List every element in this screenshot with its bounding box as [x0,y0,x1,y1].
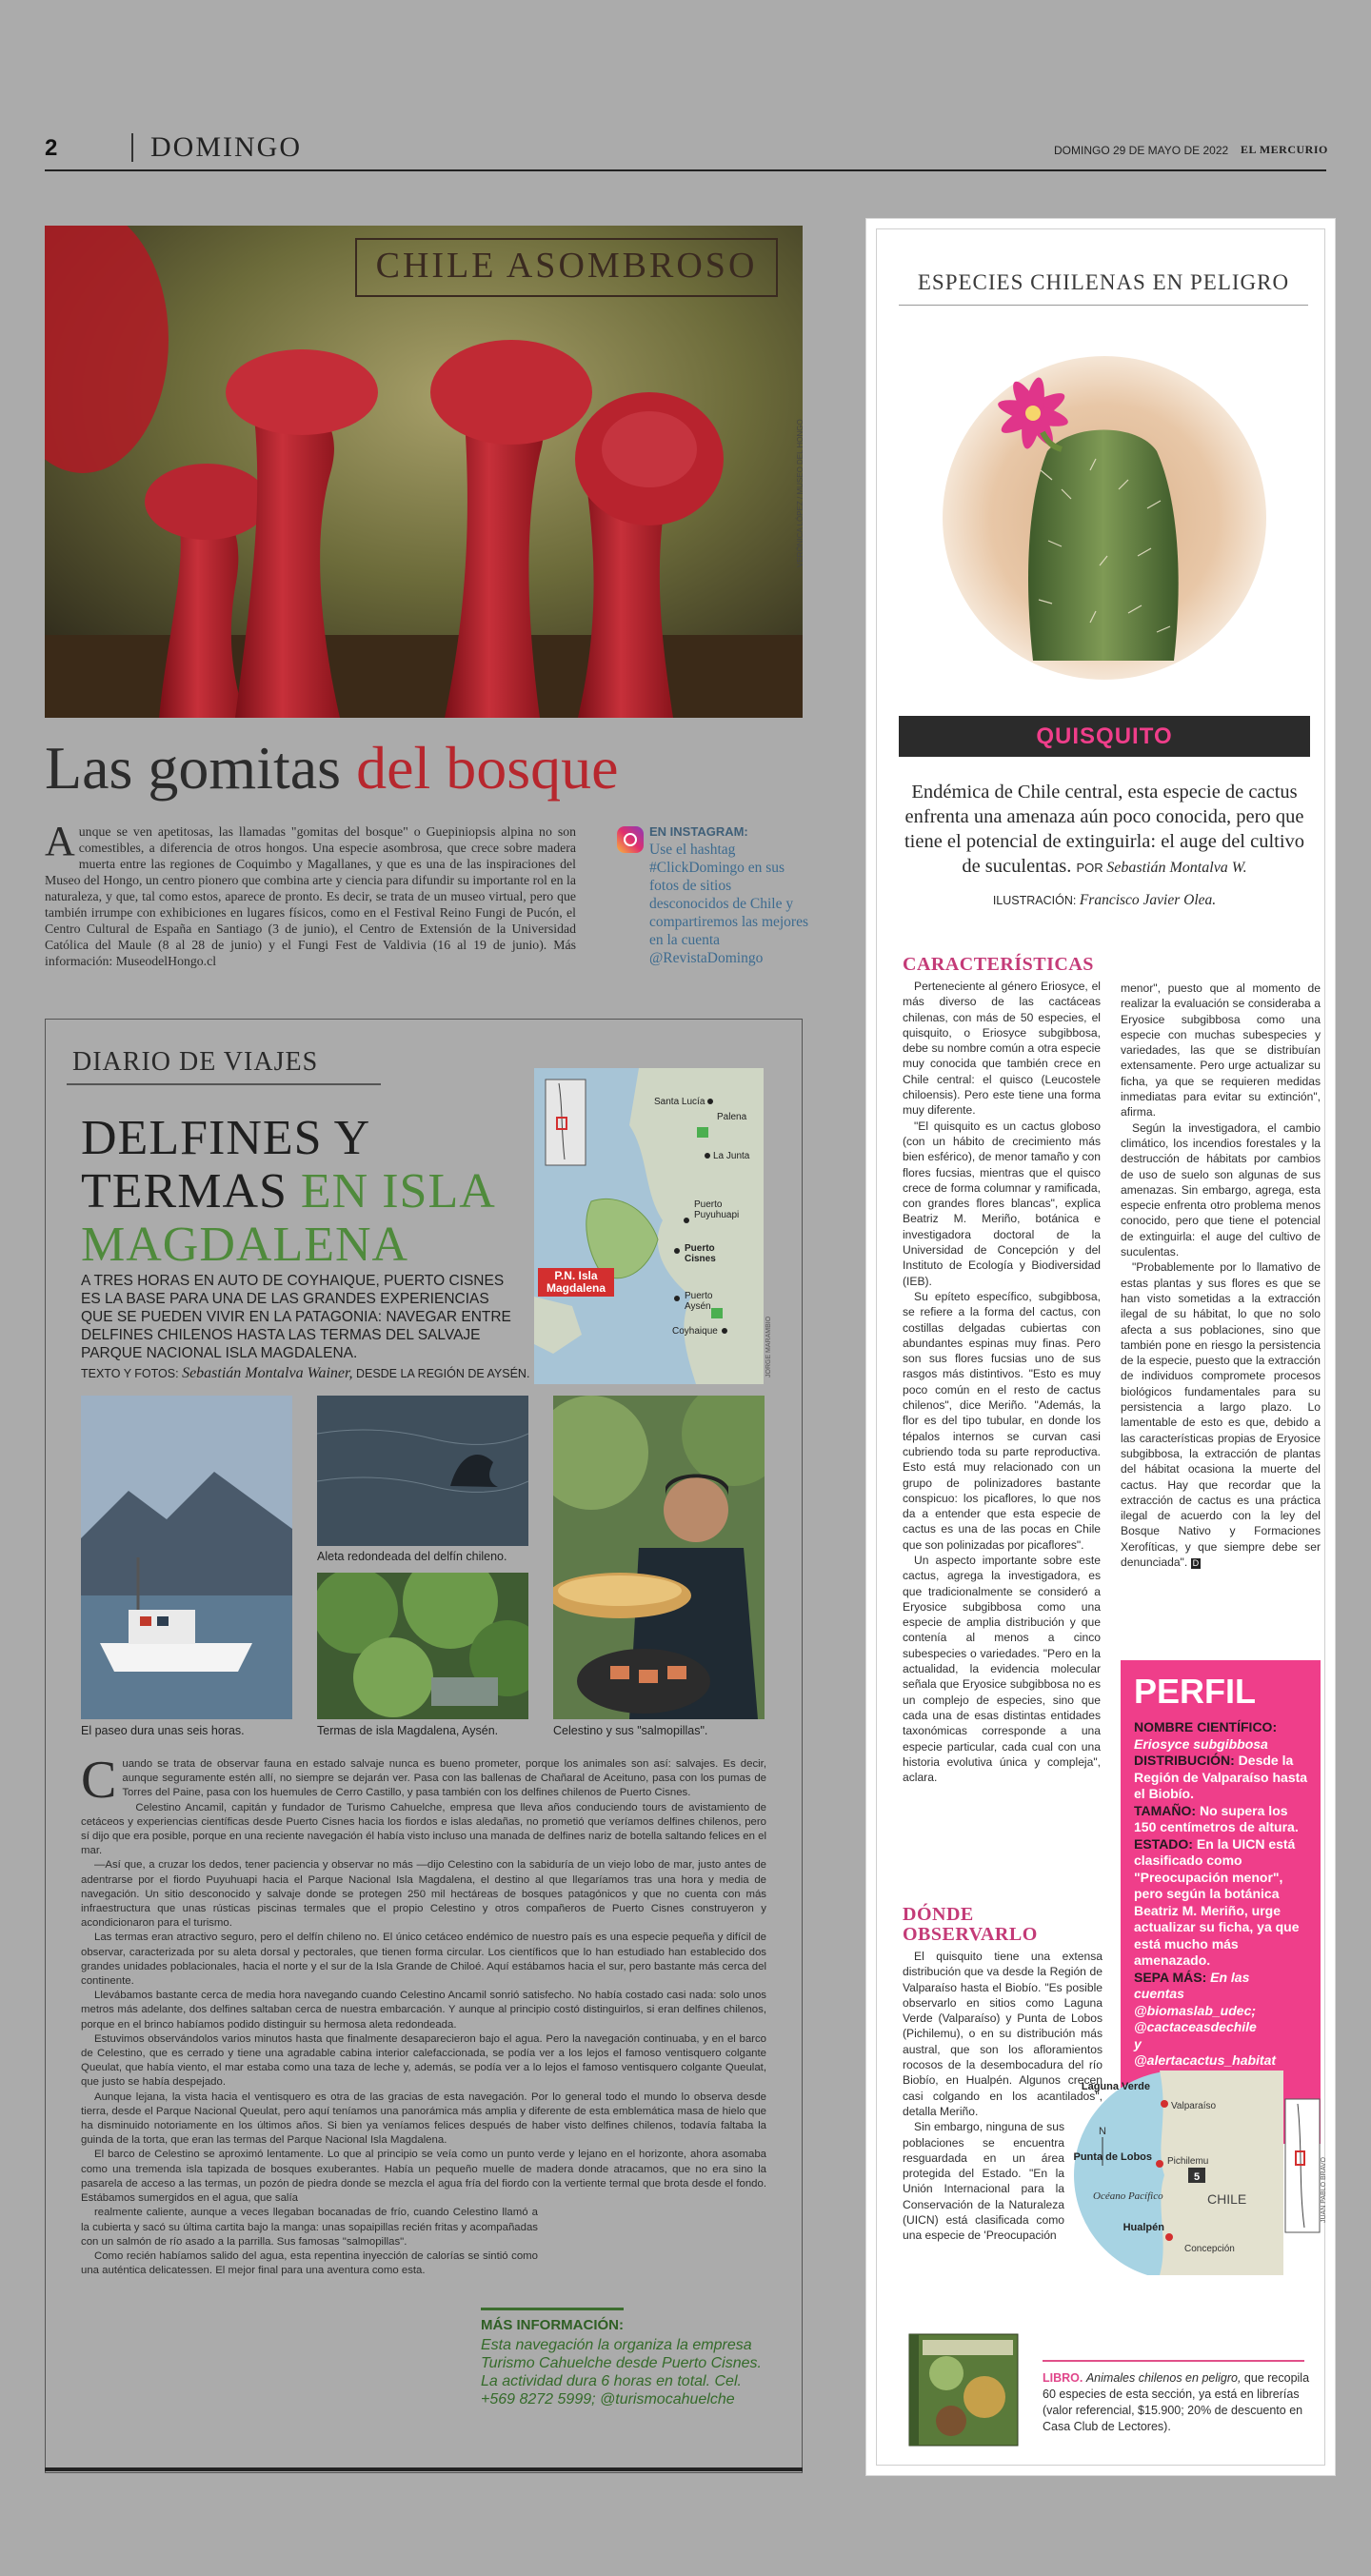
dateline: DOMINGO 29 DE MAYO DE 2022 [1054,144,1229,157]
instagram-text: Use el hashtag #ClickDomingo en sus fotos de sitios desconocidos de Chile y compartiremos las mejores en la cuenta @RevistaDomingo [649,842,809,966]
photo-credit: VERÓNICA LÓPEZ / MUSEO DEL HONGO [796,419,805,567]
map-place: Océano Pacífico [1093,2190,1163,2202]
species-series-title: ESPECIES CHILENAS EN PELIGRO [917,270,1290,294]
body-paragraph: "El quisquito es un cactus globoso (con un hábito de crecimiento más bien esférico), de menor tamaño y con flores fucsias, mientras que el quisco crece de forma columnar y ramificada, con grandes flores blancas", explica Beatriz M. Meriño, botánica e investigadora doctoral de la Universidad de Concepción y del Instituto de Ecología y Biodiversidad (IEB). [903,1119,1101,1288]
book-label: LIBRO. [1043,2371,1083,2385]
travel-lede: A TRES HORAS EN AUTO DE COYHAIQUE, PUERTO CISNES ES LA BASE PARA UNA DE LAS GRANDES EXPERIENCIAS QUE SE PUEDEN VIVIR EN LA PATAGONIA: NAVEGAR ENTRE DELFINES CHILENOS HASTA LAS TERMAS DEL SALVAJE PARQUE NACIONAL ISLA MAGDALENA. [81,1273,511,1361]
north-icon: N [1099,2126,1106,2137]
end-mark: D [1192,1557,1200,1568]
book-cover [904,2330,1023,2449]
page-number: 2 [45,135,58,161]
travel-map [534,1068,764,1384]
body-paragraph: Perteneciente al género Eriosyce, el más diverso de las cactáceas chilenas, con más de 50 especies, el quisquito, o Eriosyce subgibbosa, debe su nombre común a otra especie muy conocida que también crece en Chile central: el quisco (Leucostele chiloensis). Pero este tiene una forma muy diferente. [903,980,1101,1118]
profile-label: ESTADO: [1134,1835,1193,1852]
map-credit: JORGE MARAMBIO [765,1316,772,1377]
book-rule [1043,2360,1304,2362]
map-place: Laguna Verde [1081,2081,1150,2092]
byline-author: Sebastián Montalva Wainer, [182,1365,353,1381]
book-note [1043,2370,1319,2435]
map-place: CHILE [1207,2191,1247,2207]
travel-body [81,1751,766,2278]
body-paragraph: Las termas eran atractivo seguro, pero el delfín chileno no. El único cetáceo endémico de nuestro país es una especie pequeña y difícil de observar, caracterizada por su aleta dorsal y pectorales, que tienen forma circular. Los científicos que lo han estudiado han establecido dos grandes unidades poblacionales, hacia el norte y el sur de la Isla Grande de Chiloé. Aquí estábamos hacia el sur, pero bastante más cerca del continente. [81,1932,766,1988]
body-paragraph: uando se trata de observar fauna en estado salvaje nunca es bueno prometer, porque los animales son así: salvajes. Es decir, aunque seguramente estén allí, no siempre se dejarán ver. Pasa con las ballenas de Chañaral de Aceituno, pasa con los pumas de Torres del Paine, pasa con los huemules de Cerro Castillo, y pasa también con los delfines chilenos de Puerto Cisnes. [122,1758,766,1799]
forest-photo [317,1573,528,1719]
location-map [1064,2061,1336,2275]
illustration-credit [899,892,1310,909]
drop-cap: A [45,818,75,864]
body-paragraph: El quisquito tiene una extensa distribución que va desde la Región de Valparaíso hasta el Biobío. "Es posible observarlo en sitios como Laguna Verde (Valparaíso) y Punta de Lobos (Pichilemu), o en su distribución más austral, que son los afloramientos rocosos de la desembocadura del río Biobío, en Hualpén. Algunos crecen casi colgando en los acantilados", detalla Meriño. [903,1950,1103,2118]
body-paragraph [1121,1259,1321,1570]
characteristics-heading: CARACTERÍSTICAS [903,954,1094,975]
species-name: QUISQUITO [1036,723,1173,749]
profile-label: TAMAÑO: [1134,1802,1197,1818]
profile-label: NOMBRE CIENTÍFICO: [1134,1719,1278,1734]
species-column-b [1121,981,1321,1570]
profile-value: Eriosyce subgibbosa [1134,1735,1268,1752]
more-info-text: Esta navegación la organiza la empresa Turismo Cahuelche desde Puerto Cisnes. La actividad dura 6 horas en total. Cel. +569 8272 5999; @turismocahuelche [481,2337,762,2408]
travel-tag: DIARIO DE VIAJES [72,1047,319,1077]
cactus-illustration [928,337,1281,689]
byline-prefix: POR [1076,861,1103,875]
dolphin-photo [317,1396,528,1546]
profile-label: DISTRIBUCIÓN: [1134,1753,1235,1768]
travel-title-accent: EN ISLA MAGDALENA [81,1164,493,1272]
body-paragraph: menor", puesto que al momento de realizar la evaluación se consideraba a Eryosice subgibbosa como una especie con muchas subespecies y variedades, las que se distribuían extensamente. Pero urge actualizar su ficha, ya que se requieren medidas inmediatas para evitar su extinción", afirma. [1121,981,1321,1120]
more-info-rule [481,2308,624,2310]
body-paragraph: El barco de Celestino se aproximó lentamente. Lo que al principio se veía como un punto verde y lejano en el horizonte, ahora asomaba como una tremenda isla tapizada de bosques exuberantes. Había un pequeño muelle de madera donde atracamos, que no era sino la pasarela de acceso a las termas, un pozón de piedra donde se mezcla el agua fría del fiordo con la vertiente termal que brota desde el fondo. Estábamos sumergidos en el agua, que salía [81,2149,766,2205]
book-text: que recopila 60 especies de esta sección, ya está en librerías (valor referencial, $15.900; 20% de descuento en Casa Club de Lectores). [1043,2371,1310,2433]
where-heading: DÓNDE OBSERVARLO [903,1904,1038,1945]
species-lede [899,780,1310,879]
map-place: Coyhaique [672,1326,718,1337]
drop-cap: C [81,1751,117,1810]
map-place: Valparaíso [1171,2101,1217,2111]
travel-byline [81,1365,576,1382]
section-name: DOMINGO [150,131,302,163]
profile-value: En la UICN está clasificado como "Preocupación menor", pero según la botánica Beatriz M. Meriño, urge actualizar su ficha, ya que está mucho más amenazado. [1134,1835,1300,1968]
body-paragraph: Llevábamos bastante cerca de media hora navegando cuando Celestino Ancamil sonrió satisfecho. No había costado casi nada: solo unos metros más adelante, dos delfines saltaban cerca de nuestra embarcación. Y aunque al principio costó distinguirlos, si eran delfines chilenos, porque en el brinco habíamos podido distinguir su hermosa aleta redondeada. [81,1990,766,2031]
profile-title: PERFIL [1134,1672,1257,1711]
body-paragraph: Su epíteto específico, subgibbosa, se refiere a la forma del cactus, con costillas delgadas cubiertas con abundantes espinas muy finas. Pero son sus flores fucsias uno de sus rasgos más distintivos. "Esto es muy poco común en el resto de cactus chilenos", dice Meriño. "Además, la flor es del tipo tubular, en donde los tépalos internos se curvan casi cubriendo toda su parte reproductiva. Esto está muy relacionado con un grupo de polinizadores bastante conspicuo: los picaflores, lo que nos da a entender que esta especie de cactus es una de las pocas en Chile que son polinizadas por picaflores". [903,1289,1101,1552]
section-divider [131,133,133,162]
caption-forest: Termas de isla Magdalena, Aysén. [317,1724,499,1737]
map-place: Puerto Puyuhuapi [694,1199,740,1220]
illus-prefix: ILUSTRACIÓN: [992,894,1077,907]
body-paragraph: Estuvimos observándolos varios minutos hasta que finalmente desaparecieron bajo el agua. Pero la navegación continuaba, y en el barco de Celestino, que es cerrado y tiene una agradable cabina interior calefaccionada, se podía ver a los lejos el famoso ventisquero colgante Queulat, que había viento, el mar estaba como una taza de leche y, además, se podía ver a lo lejos el famoso ventisquero colgante Queulat, que justo se había despejado. [81,2032,766,2089]
headline-accent: del bosque [356,734,619,802]
travel-title [81,1112,528,1272]
map-place: Puerto Aysén [685,1291,713,1312]
species-lede-text: Endémica de Chile central, esta especie de cactus enfrenta una amenaza aún poco conocida, pero que tiene el potencial de extinguirla: el auge del cultivo de suculentas. [904,782,1305,877]
body-paragraph: Un aspecto importante sobre este cactus, agrega la investigadora, es que tradicionalmente se consideró a Eryosice subgibbosa como una especie de amplia distribución y que contenía al menos a cinco subespecies o variedades. "Pero en la actualidad, la evidencia molecular señala que Eryosice subgibbosa no es un complejo de especies, sino que cada una de esas distintas entidades taxonómicas corresponde a una especie particular, cada cual con una historia evolutiva única y compleja", aclara. [903,1553,1101,1785]
article-headline [45,733,619,803]
boat-photo [81,1396,292,1719]
book-title: Animales chilenos en peligro, [1085,2371,1242,2385]
kicker-title: CHILE ASOMBROSO [375,246,758,286]
map-place: Concepción [1184,2244,1235,2254]
caption-chef: Celestino y sus "salmopillas". [553,1724,708,1737]
article-intro [45,818,576,969]
illus-author: Francisco Javier Olea. [1079,892,1217,908]
travel-title-main: DELFINES Y TERMAS [81,1111,369,1219]
header-rule [45,169,1326,171]
travel-bottom-rule [45,2467,803,2471]
map-place: Hualpén [1123,2222,1164,2233]
route-number: 5 [1193,2171,1201,2183]
caption-boat: El paseo dura unas seis horas. [81,1724,245,1737]
body-paragraph: Aunque lejana, la vista hacia el ventisquero es otra de las gracias de esta navegación. Por lo general todo el mundo lo observa desde tierra, desde el Parque Nacional Queulat, pero aquí teníamos una panorámica más amplia y diferente de esta emblemática masa de hielo que ha disminuido notoriamente en los últimos años. Si bien ya veníamos felices después de haber visto delfines chilenos, todavía faltaba la guinda de la torta, que eran las termas del Parque Nacional Isla Magdalena. [81,2091,766,2147]
map-place: Santa Lucía [654,1097,705,1107]
map-place: Punta de Lobos [1073,2151,1152,2163]
profile-value: No supera los 150 centímetros de altura. [1134,1802,1299,1834]
profile-label: SEPA MÁS: [1134,1969,1207,1985]
headline-main: Las gomitas [45,734,342,802]
instagram-icon [617,826,644,853]
caption-dolphin: Aleta redondeada del delfín chileno. [317,1550,507,1563]
park-label: P.N. Isla Magdalena [538,1268,614,1297]
byline-suffix: DESDE LA REGIÓN DE AYSÉN. [355,1367,530,1380]
map-place: Pichilemu [1167,2156,1209,2167]
fungi-photo [45,226,803,718]
body-paragraph: realmente caliente, aunque a veces llegaban bocanadas de frío, cuando Celestino llamó a la cubierta y sacó su última cartita bajo la manga: unas sopaipillas recién fritas y acompañadas con un salmón de río asado a la parrilla. Sus famosas "salmopillas". [81,2207,538,2248]
body-paragraph: Según la investigadora, el cambio climático, los incendios forestales y la destrucción de hábitats por cambios de uso de suelo son algunas de sus amenazas. Sin embargo, agrega, esta especie enfrenta otro problema menos conocido, pero que tiene el potencial de extinguirla: el auge del cultivo de suculentas. [1121,1120,1321,1259]
intro-text: unque se ven apetitosas, las llamadas "gomitas del bosque" o Guepiniopsis alpina no son comestibles, a diferencia de otros hongos. Una especie asombrosa, que crece sobre madera muerta entre las regiones de Coquimbo y Magallanes, y que es una de las inspiraciones del Museo del Hongo, un centro pionero que combina arte y ciencia para difundir su importante rol en la naturaleza, y que, tal como estos, aparece de pronto. Es decir, se trata de un museo virtual, pero que también irrumpe con exhibiciones en lugares físicos, como en el Festival Reino Fungi de Pucón, el Centro Cultural de España en Santiago (3 de junio), el Centro de Extensión de la Universidad Católica del Maule (8 al 28 de junio) y el Fungi Fest de Valdivia (16 al 19 de junio). Más información: MuseodelHongo.cl [45,824,576,968]
map-place: La Junta [713,1151,750,1161]
byline-prefix: TEXTO Y FOTOS: [81,1367,179,1380]
map-place: Palena [717,1112,747,1122]
profile-value: Desde la Región de Valparaíso hasta el Biobío. [1134,1753,1308,1801]
body-paragraph: Sin embargo, ninguna de sus poblaciones se encuentra resguardada en un área protegida del Estado. "En la Unión Internacional para la Conservación de la Naturaleza (UICN) está clasificada como una especie de 'Preocupación [903,2120,1064,2243]
species-title-rule [899,305,1308,306]
byline-author: Sebastián Montalva W. [1106,860,1247,876]
instagram-heading: EN INSTAGRAM: [649,824,748,839]
species-byline [1076,861,1246,875]
chef-photo [553,1396,765,1719]
species-column-a [903,955,1101,1785]
more-info-heading: MÁS INFORMACIÓN: [481,2317,624,2333]
profile-value: En las cuentas @biomaslab_udec; @cactaceasdechile y @alertacactus_habitat [1134,1969,1277,2068]
map-place: Puerto Cisnes [685,1243,716,1264]
profile-body [1134,1719,1311,2070]
body-paragraph: Celestino Ancamil, capitán y fundador de Turismo Cahuelche, empresa que lleva años conduciendo tours de avistamiento de cetáceos y experiencias científicas desde Puerto Cisnes hacia los fiordos e islas aledañas, no prometió que veríamos delfines chilenos, pero sí dijo que era posible, porque en una reciente navegación él había visto incluso una manada de delfines nariz de botella saltando felices en el mar. [81,1801,766,1857]
map-credit: JUAN PABLO BRAVO [1321,2157,1327,2223]
newspaper-name: EL MERCURIO [1241,143,1328,156]
body-paragraph: Como recién habíamos salido del agua, esta repentina inyección de calorías se sintió como una auténtica delicatessen. El mejor final para una aventura como esta. [81,2249,538,2277]
body-paragraph-text: "Probablemente por lo llamativo de estas plantas y sus flores es que se han visto sometidas a la extracción ilegal de su hábitat, lo que no solo afecta a sus poblaciones, sino que también pone en riesgo la persistencia de la especie, puesto que la extracción de individuos compromete procesos biológicos fundamentales para su persistencia a largo plazo. Lo lamentable de esto es que, debido a las características propias de Eryosice subgibbosa, la extracción de plantas del hábitat ocasiona la muerte del cactus. Hay que recordar que la extracción de cactus es una práctica ilegal de acuerdo con la ley del Bosque Nativo y Formaciones Xerofíticas, y que siempre debe ser denunciada". [1121,1260,1321,1569]
body-paragraph: —Así que, a cruzar los dedos, tener paciencia y observar no más —dijo Celestino con la sabiduría de un viejo lobo de mar, justo antes de adentrarse por el fiordo Puyuhuapi hacia el Parque Nacional Isla Magdalena, el destino al que llegaríamos tras una hora y media de navegación. Un sitio desconocido y salvaje donde se protegen 250 mil hectáreas de bosques patagónicos y que no cuenta con más infraestructura que unas rústicas piscinas termales que el propio Celestino y otros compañeros de Puerto Cisnes construyeron y acondicionaron para el turismo. [81,1859,766,1930]
